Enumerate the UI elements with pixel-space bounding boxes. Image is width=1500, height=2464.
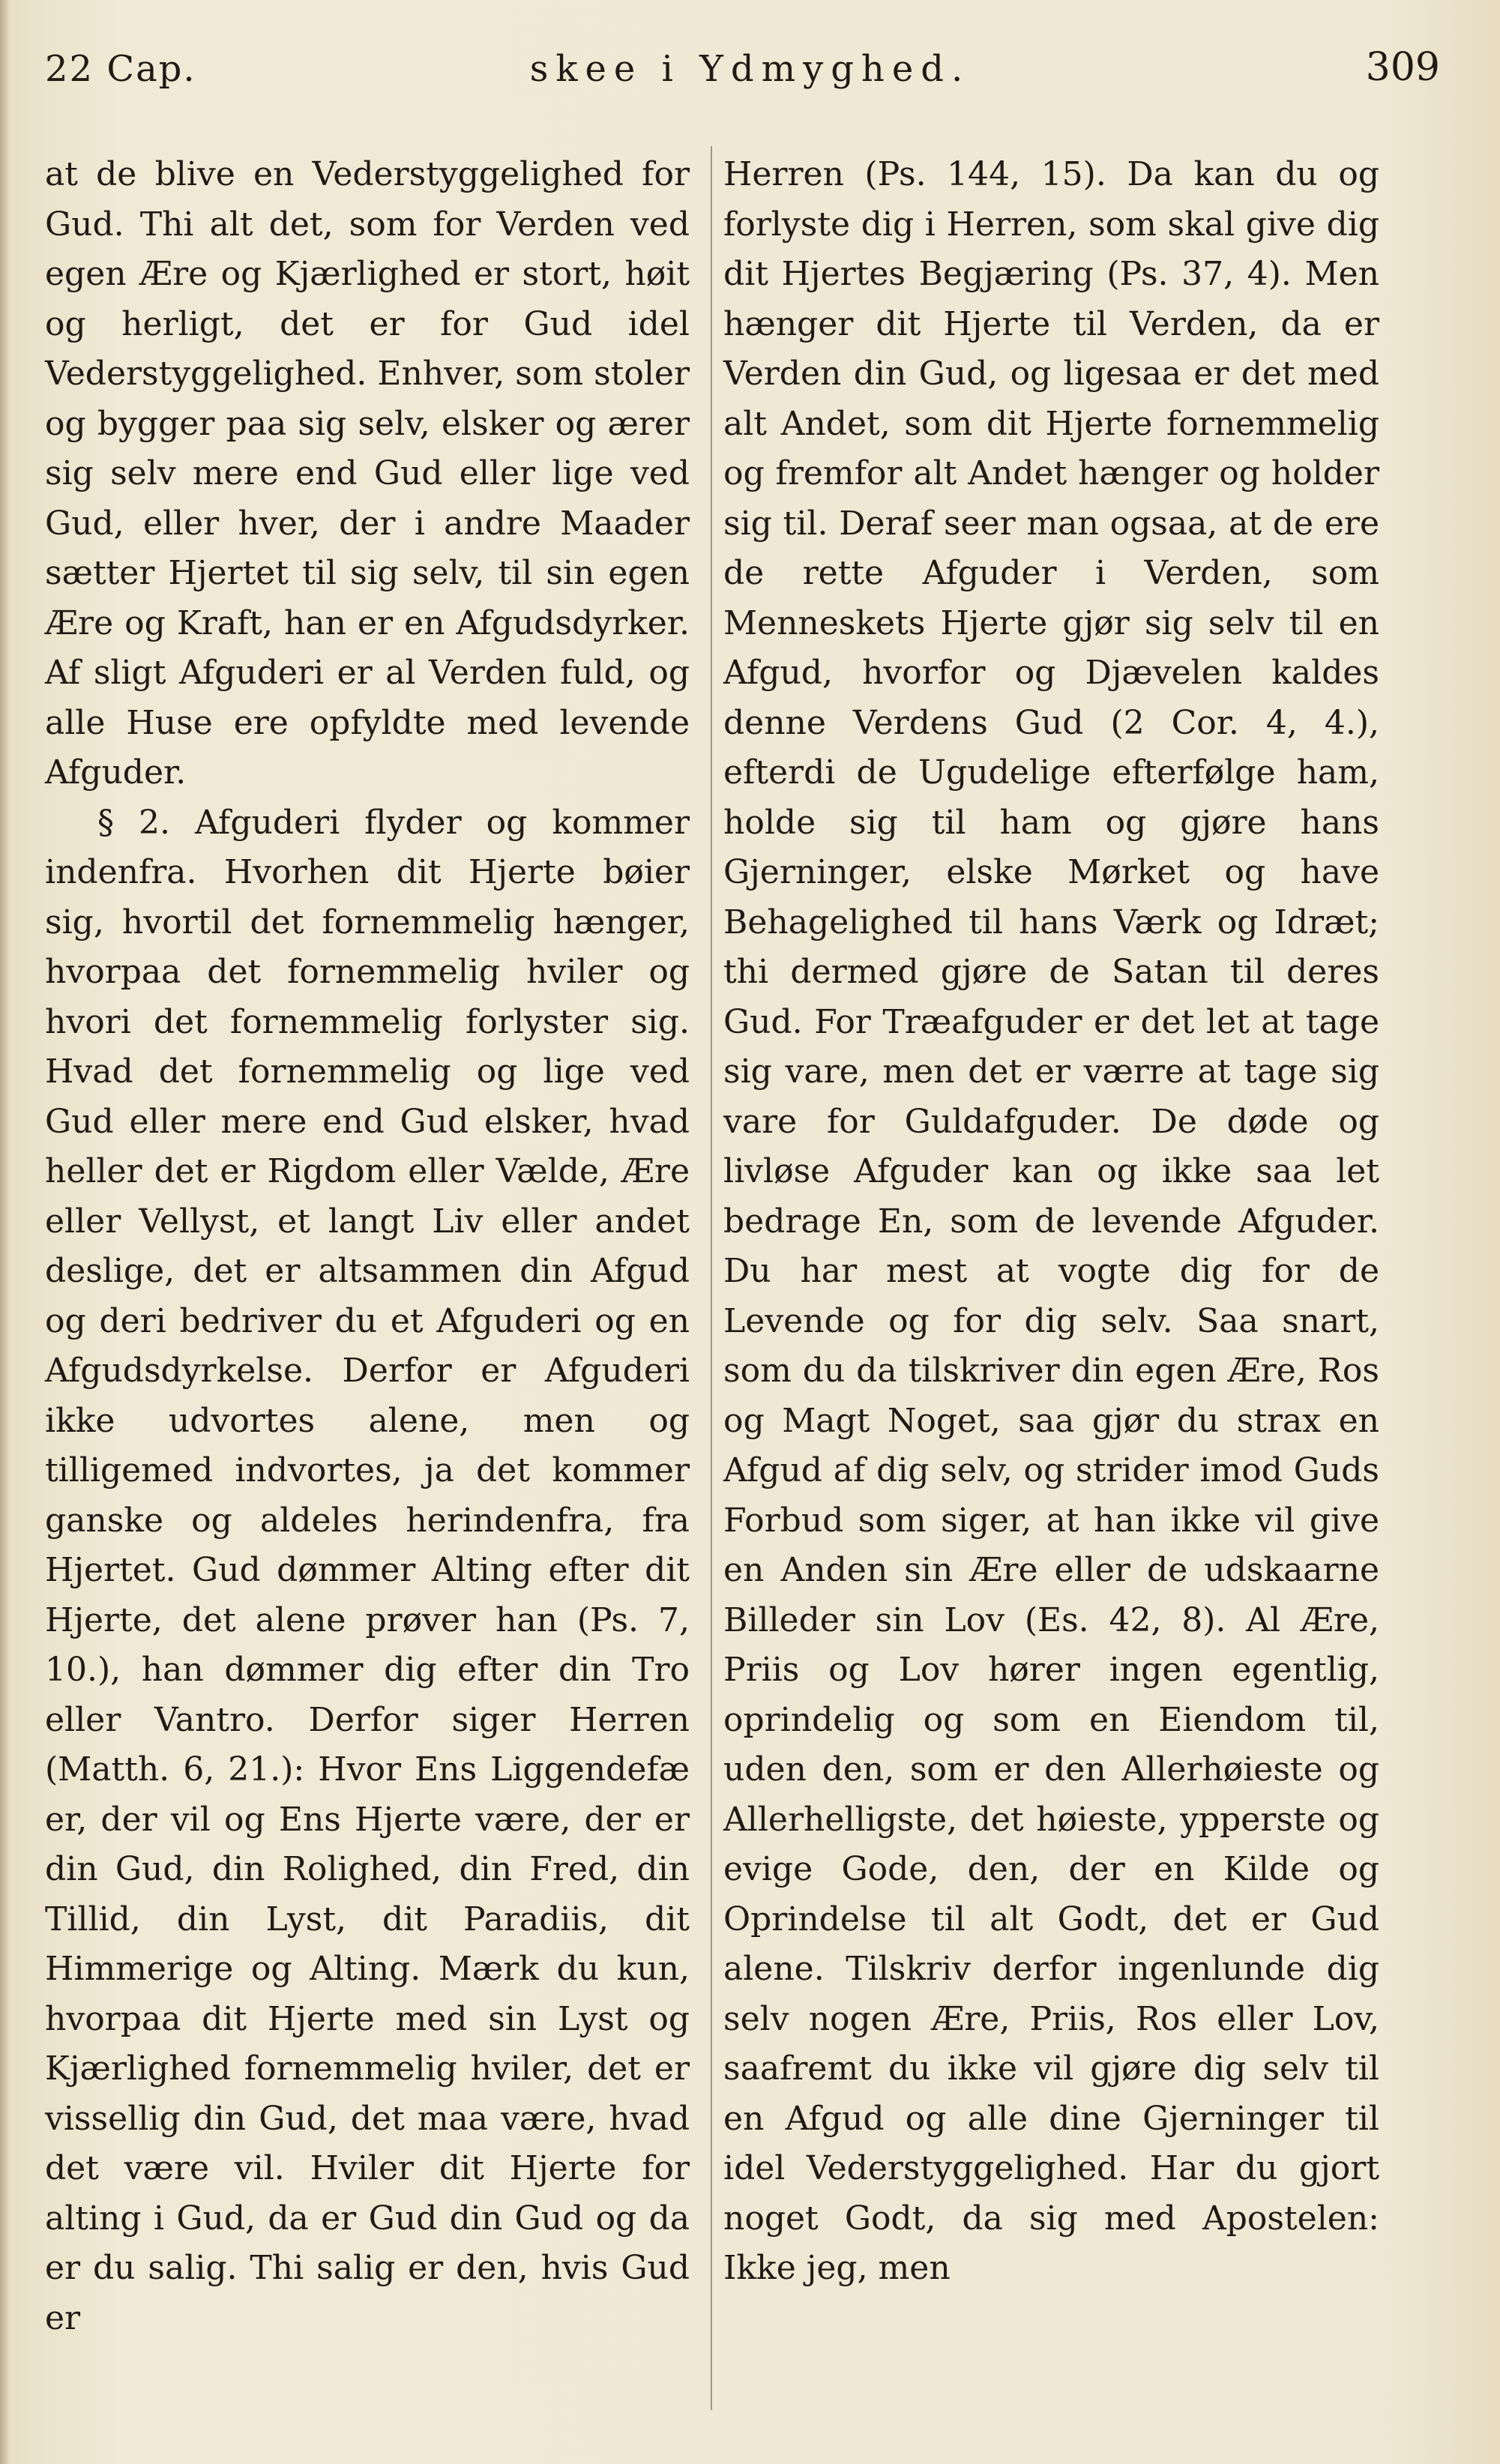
right-column bbox=[723, 150, 1379, 2294]
left-paragraph-2: § 2. Afguderi flyder og kommer indenfra. Hvorhen dit Hjerte bøier sig, hvortil det fornemmelig hænger, hvorpaa det fornemmelig hviler og hvori det fornemmelig forlyster sig. Hvad det fornemmelig og lige ved Gud eller mere end Gud elsker, hvad heller det er Rigdom eller Vælde, Ære eller Vellyst, et langt Liv eller andet deslige, det er altsammen din Afgud og deri bedriver du et Afguderi og en Afgudsdyrkelse. Derfor er Afguderi ikke udvortes alene, men og tilligemed indvortes, ja det kommer ganske og aldeles herindenfra, fra Hjertet. Gud dømmer Alting efter dit Hjerte, det alene prøver han (Ps. 7, 10.), han dømmer dig efter din Tro eller Vantro. Derfor siger Herren (Matth. 6, 21.): Hvor Ens Liggendefæ er, der vil og Ens Hjerte være, der er din Gud, din Rolighed, din Fred, din Tillid, din Lyst, dit Paradiis, dit Himmerige og Alting. Mærk du kun, hvorpaa dit Hjerte med sin Lyst og Kjærlighed fornemmelig hviler, det er vissellig din Gud, det maa være, hvad det være vil. Hviler dit Hjerte for alting i Gud, da er Gud din Gud og da er du salig. Thi salig er den, hvis Gud er bbox=[45, 803, 690, 2337]
page-number: 309 bbox=[1365, 45, 1440, 90]
chapter-label: 22 Cap. bbox=[45, 48, 196, 90]
running-title: skee i Ydmyghed. bbox=[529, 48, 971, 90]
right-paragraph-1: Herren (Ps. 144, 15). Da kan du og forlyste dig i Herren, som skal give dig dit Hjertes Begjæring (Ps. 37, 4). Men hænger dit Hjerte til Verden, da er Verden din Gud, og ligesaa er det med alt Andet, som dit Hjerte fornemmelig og fremfor alt Andet hænger og holder sig til. Deraf seer man ogsaa, at de ere de rette Afguder i Verden, som Menneskets Hjerte gjør sig selv til en Afgud, hvorfor og Djævelen kaldes denne Verdens Gud (2 Cor. 4, 4.), efterdi de Ugudelige efterfølge ham, holde sig til ham og gjøre hans Gjerninger, elske Mørket og have Behagelighed til hans Værk og Idræt; thi dermed gjøre de Satan til deres Gud. For Træafguder er det let at tage sig vare, men det er værre at tage sig vare for Guldafguder. De døde og livløse Afguder kan og ikke saa let bedrage En, som de levende Afguder. Du har mest at vogte dig for de Levende og for dig selv. Saa snart, som du da tilskriver din egen Ære, Ros og Magt Noget, saa gjør du strax en Afgud af dig selv, og strider imod Guds Forbud som siger, at han ikke vil give en Anden sin Ære eller de udskaarne Billeder sin Lov (Es. 42, 8). Al Ære, Priis og Lov hører ingen egentlig, oprindelig og som en Eiendom til, uden den, som er den Allerhøieste og Allerhelligste, det høieste, ypperste og evige Gode, den, der en Kilde og Oprindelse til alt Godt, det er Gud alene. Tilskriv derfor ingenlunde dig selv nogen Ære, Priis, Ros eller Lov, saafremt du ikke vil gjøre dig selv til en Afgud og alle dine Gjerninger til idel Vederstyggelighed. Har du gjort noget Godt, da sig med Apostelen: Ikke jeg, men bbox=[723, 155, 1379, 2287]
page-binding-shadow bbox=[0, 0, 10, 2464]
left-paragraph-1: at de blive en Vederstyggelighed for Gud. Thi alt det, som for Verden ved egen Ære og Kjærlighed er stort, høit og herligt, det er for Gud idel Vederstyggelighed. Enhver, som stoler og bygger paa sig selv, elsker og ærer sig selv mere end Gud eller lige ved Gud, eller hver, der i andre Maader sætter Hjertet til sig selv, til sin egen Ære og Kraft, han er en Afgudsdyrker. Af sligt Afguderi er al Verden fuld, og alle Huse ere opfyldte med levende Afguder. bbox=[45, 155, 690, 792]
left-column bbox=[45, 150, 690, 2343]
column-divider bbox=[711, 146, 712, 2410]
running-header bbox=[0, 39, 1500, 99]
